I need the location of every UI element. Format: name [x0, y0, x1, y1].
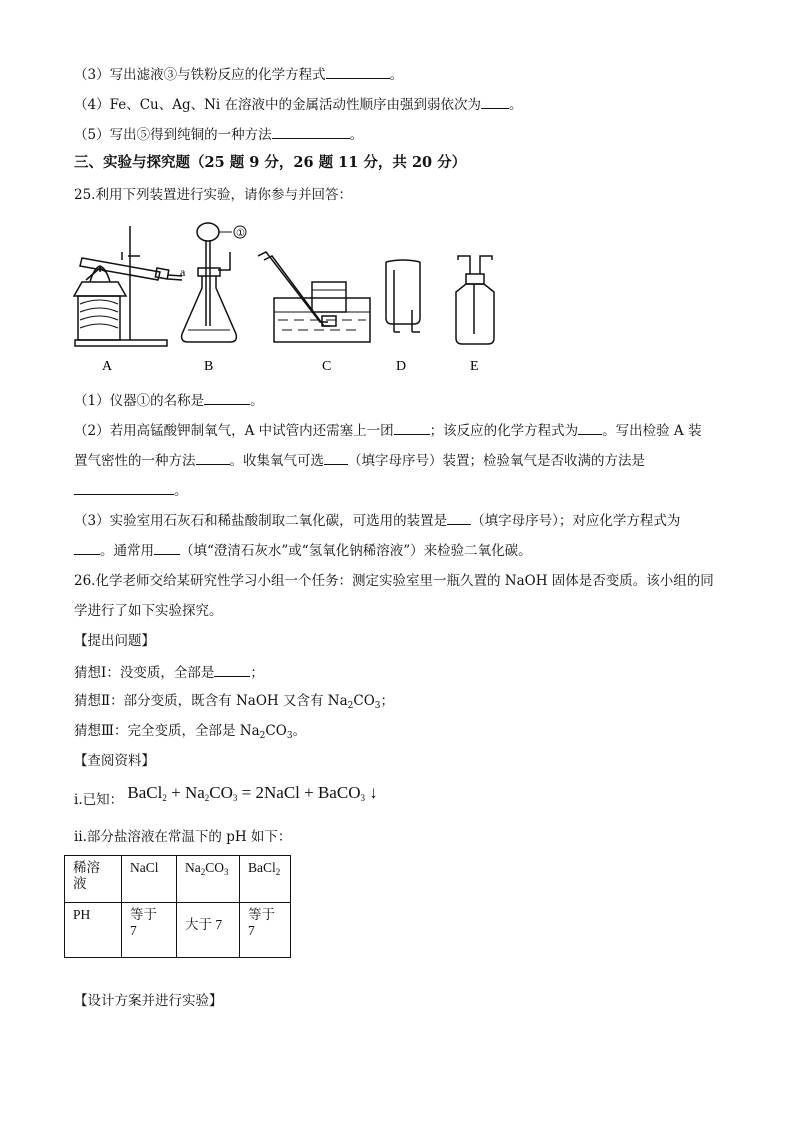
table-row [65, 903, 291, 958]
answer-blank [154, 540, 180, 555]
question-25-part-3-line-2: 。通常用 （填“澄清石灰水”或“氢氧化钠稀溶液”）来检验二氧化碳。 [74, 540, 532, 560]
ph-table [64, 855, 291, 958]
question-25-part-2-line-1: （2）若用高锰酸钾制氧气，A 中试管内还需塞上一团 ；该反应的化学方程式为 。写出检验 A 装 [74, 420, 701, 440]
question-25-part-2-line-2: 置气密性的一种方法 。收集氧气可选 （填字母序号）装置；检验氧气是否收满的方法是 [74, 450, 645, 470]
answer-blank [447, 510, 471, 525]
answer-blank [74, 540, 100, 555]
apparatus-a [74, 226, 182, 346]
design-heading: 【设计方案并进行实验】 [74, 993, 223, 1009]
question-4: （4）Fe、Cu、Ag、Ni 在溶液中的金属活动性顺序由强到弱依次为 。 [74, 94, 523, 114]
reaction-equation: BaCl$_2$ + $Na_2CO_3$ = 2NaCl + BaCO$_3$ ↓ [127, 783, 378, 803]
apparatus-b [182, 223, 237, 342]
apparatus-label-c: C [322, 359, 332, 374]
question-25-stem: 25.利用下列装置进行实验，请你参与并回答： [74, 187, 352, 203]
table-header-cell: NaCl [122, 856, 177, 903]
apparatus-label-d: D [396, 359, 407, 374]
apparatus-e [456, 256, 494, 344]
answer-blank [578, 420, 602, 435]
guess-3: 猜想Ⅲ：完全变质，全部是 $Na_2CO_3$。 [74, 723, 307, 741]
consult-heading: 【查阅资料】 [74, 753, 155, 769]
answer-blank [326, 64, 390, 79]
answer-blank [204, 390, 250, 405]
answer-blank [324, 450, 348, 465]
apparatus-figure [60, 212, 510, 380]
answer-blank [394, 420, 430, 435]
table-header-cell: 稀溶液 [65, 856, 122, 903]
question-25-part-1: （1）仪器①的名称是 。 [74, 390, 264, 410]
answer-blank [74, 480, 174, 495]
apparatus-d [386, 260, 420, 332]
question-25-part-3-line-1: （3）实验室用石灰石和稀盐酸制取二氧化碳，可选用的装置是 （填字母序号）；对应化学方程式为 [74, 510, 680, 530]
table-cell: 等于 7 [240, 903, 291, 958]
apparatus-label-e: E [470, 359, 479, 374]
ph-intro: ⅱ.部分盐溶液在常温下的 pH 如下： [74, 829, 292, 845]
raise-question-heading: 【提出问题】 [74, 633, 155, 649]
table-row-label: PH [65, 903, 122, 958]
answer-blank [196, 450, 230, 465]
table-header-cell: $Na_2CO_3$ [177, 856, 240, 903]
precipitate-arrow-icon: ↓ [369, 783, 378, 802]
tube-label: a [180, 265, 186, 279]
table-cell: 大于 7 [177, 903, 240, 958]
answer-blank [481, 94, 509, 109]
apparatus-label-b: B [204, 359, 214, 374]
question-3: （3）写出滤液③与铁粉反应的化学方程式 。 [74, 64, 403, 84]
question-26-stem-line-2: 学进行了如下实验探究。 [74, 603, 223, 619]
answer-blank [214, 662, 250, 677]
answer-blank [272, 124, 350, 139]
instrument-1-marker: ① [236, 228, 245, 239]
apparatus-c [258, 252, 370, 342]
question-25-part-2-line-3: 。 [74, 480, 188, 500]
apparatus-label-a: A [102, 359, 113, 374]
known-reaction: i.已知： BaCl$_2$ + $Na_2CO_3$ = 2NaCl + BaCO$_3$ ↓ [74, 783, 378, 808]
question-26-stem-line-1: 26.化学老师交给某研究性学习小组一个任务：测定实验室里一瓶久置的 NaOH 固体是否变质。该小组的同 [74, 573, 714, 589]
table-header-row [65, 856, 291, 903]
question-5: （5）写出⑤得到纯铜的一种方法 。 [74, 124, 363, 144]
table-header-cell: BaCl$_2$ [240, 856, 291, 903]
guess-1: 猜想Ⅰ：没变质，全部是 ； [74, 662, 264, 682]
section-heading: 三、实验与探究题（25 题 9 分，26 题 11 分，共 20 分） [74, 154, 467, 171]
table-cell: 等于 7 [122, 903, 177, 958]
guess-2: 猜想Ⅱ：部分变质，既含有 NaOH 又含有 $Na_2CO_3$； [74, 693, 394, 711]
